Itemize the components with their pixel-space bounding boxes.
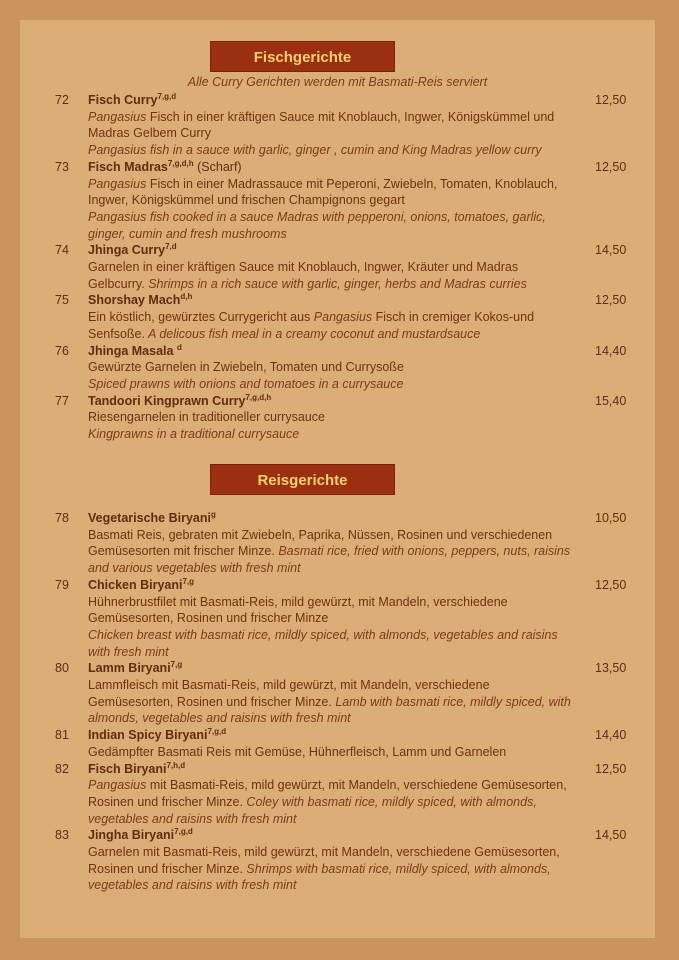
item-number: 74	[55, 243, 69, 258]
item-name: Lamm Biryani	[88, 661, 171, 676]
item-description-de	[88, 527, 573, 577]
item-body	[88, 577, 573, 661]
item-body	[88, 393, 573, 443]
allergen-codes: 7,g	[170, 660, 183, 670]
item-description-en: Lamb with basmati rice, mildly spiced, with almonds, vegetables and raisins with fresh mint	[88, 694, 571, 726]
item-price: 12,50	[595, 577, 627, 592]
allergen-codes: 7,g,d,h	[245, 392, 272, 402]
section-subtitle: Alle Curry Gerichten werden mit Basmati-Reis serviert	[187, 75, 488, 89]
description-text: Basmati Reis, gebraten mit Zwiebeln, Paprika, Nüssen, Rosinen und verschiedenen Gemüsesorten mit frischer Minze.	[88, 527, 553, 559]
description-text: Ein köstlich, gewürztes Currygericht aus	[88, 310, 314, 325]
item-price: 12,50	[595, 159, 627, 174]
menu-item	[20, 660, 655, 727]
item-description-de	[88, 409, 573, 426]
menu-item	[20, 577, 655, 661]
item-description-en: Spiced prawns with onions and tomatoes in a currysauce	[88, 376, 404, 391]
item-number: 83	[55, 828, 69, 843]
item-number: 73	[55, 159, 69, 174]
allergen-codes: 7,g,d	[157, 92, 177, 101]
item-number: 80	[55, 661, 69, 676]
description-text: Riesengarnelen in traditioneller currysauce	[88, 410, 325, 425]
item-body	[88, 827, 573, 894]
item-description-de	[88, 777, 573, 827]
description-text: mit Basmati-Reis, mild gewürzt, mit Mandeln, verschiedene Gemüsesorten, Rosinen und frischer Minze.	[88, 778, 567, 809]
menu-item	[20, 242, 655, 292]
item-name-line	[88, 92, 573, 109]
description-text: Gedämpfter Basmati Reis mit Gemüse, Hühnerfleisch, Lamm und Garnelen	[88, 744, 507, 759]
item-body	[88, 159, 573, 243]
menu-item	[20, 727, 655, 760]
item-description-de	[88, 309, 573, 342]
item-name: Jhinga Masala	[88, 343, 177, 358]
item-description-en: A delicous fish meal in a creamy coconut and mustardsauce	[144, 326, 481, 341]
description-italic: Pangasius	[313, 310, 373, 325]
allergen-codes: 7,g,d,h	[167, 158, 194, 168]
item-price: 14,50	[595, 243, 627, 258]
item-number: 77	[55, 393, 69, 408]
item-price: 13,50	[595, 661, 627, 676]
description-text: Fisch in cremiger Kokos-und Senfsoße.	[88, 310, 535, 341]
item-price: 14,40	[595, 728, 627, 743]
description-text: Garnelen mit Basmati-Reis, mild gewürzt, mit Mandeln, verschiedene Gemüsesorten, Rosinen und frischer Minze.	[88, 845, 560, 876]
item-name: Jhinga Curry	[88, 243, 166, 258]
menu-item	[20, 827, 655, 894]
menu-item	[20, 343, 655, 393]
menu-item	[20, 393, 655, 443]
item-description-de	[88, 844, 573, 894]
item-name-line	[88, 159, 573, 176]
item-number: 72	[55, 93, 69, 107]
item-name: Fisch Curry	[88, 93, 158, 107]
item-price: 15,40	[595, 393, 627, 408]
item-price: 10,50	[595, 511, 627, 525]
item-name-line	[88, 827, 573, 844]
description-text: Hühnerbrustfilet mit Basmati-Reis, mild gewürzt, mit Mandeln, verschiedene Gemüsesorten, Rosinen und frischer Minze	[88, 594, 508, 626]
menu-item	[20, 92, 655, 159]
section-title-fischgerichte: Fischgerichte	[210, 41, 395, 72]
item-description-de	[88, 109, 573, 142]
item-name: Fisch Biryani	[88, 761, 167, 776]
item-number: 81	[55, 728, 69, 743]
item-body	[88, 510, 573, 577]
item-name-line	[88, 343, 573, 360]
allergen-codes: 7,g,d	[207, 727, 227, 737]
description-text: Gewürzte Garnelen in Zwiebeln, Tomaten und Currysoße	[88, 360, 404, 375]
item-number: 78	[55, 511, 69, 525]
menu-item	[20, 292, 655, 342]
item-price: 14,40	[595, 343, 627, 358]
item-body	[88, 343, 573, 393]
item-description-de	[88, 594, 573, 627]
item-name: Shorshay Mach	[88, 293, 181, 308]
section-title-reisgerichte: Reisgerichte	[210, 464, 395, 495]
item-name-line	[88, 292, 573, 309]
item-number: 79	[55, 577, 69, 592]
fisch-menu-list	[20, 92, 655, 443]
allergen-codes: d	[176, 342, 182, 352]
item-description-en: Coley with basmati rice, mildly spiced, with almonds, vegetables and raisins with fresh mint	[88, 794, 537, 826]
item-name-line	[88, 761, 573, 778]
menu-item	[20, 510, 655, 577]
item-name: Chicken Biryani	[88, 577, 183, 592]
description-text: Fisch in einer Madrassauce mit Peperoni, Zwiebeln, Tomaten, Knoblauch, Ingwer, Königskümmel und frischen Champignons gegart	[88, 176, 558, 208]
item-name: Tandoori Kingprawn Curry	[88, 393, 246, 408]
allergen-codes: 7,g	[182, 576, 195, 586]
item-body	[88, 292, 573, 342]
item-price: 14,50	[595, 828, 627, 843]
menu-item	[20, 761, 655, 828]
item-price: 12,50	[595, 93, 627, 107]
item-body	[88, 242, 573, 292]
item-name: Vegetarische Biryani	[88, 511, 211, 525]
item-body	[88, 761, 573, 828]
allergen-codes: 7,h,d	[166, 760, 186, 770]
item-description-de	[88, 359, 573, 376]
allergen-codes: 7,g,d	[174, 827, 193, 837]
item-name: Fisch Madras	[88, 159, 168, 174]
item-description-en: Kingprawns in a traditional currysauce	[88, 427, 300, 442]
item-number: 76	[55, 343, 69, 358]
description-italic: Pangasius	[88, 778, 147, 793]
item-note: (Scharf)	[193, 159, 242, 174]
description-text: Fisch in einer kräftigen Sauce mit Knoblauch, Ingwer, Königskümmel und Madras Gelbem Curry	[88, 109, 555, 141]
allergen-codes: 7,d	[165, 242, 177, 252]
item-description-en: Shrimps with basmati rice, mildly spiced, with almonds, vegetables and raisins with fresh mint	[88, 861, 551, 893]
item-description-de	[88, 259, 573, 292]
item-body	[88, 727, 573, 760]
reis-menu-list	[20, 510, 655, 894]
item-description-en: Shrimps in a rich sauce with garlic, ginger, herbs and Madras curries	[144, 276, 527, 291]
item-description-de	[88, 744, 573, 761]
item-name-line	[88, 660, 573, 677]
item-body	[88, 92, 573, 159]
item-name-line	[88, 242, 573, 259]
allergen-codes: d,h	[180, 292, 193, 302]
item-name-line	[88, 577, 573, 594]
description-italic: Pangasius	[88, 176, 147, 191]
allergen-codes: g	[210, 510, 216, 519]
item-name-line	[88, 510, 573, 527]
menu-item	[20, 159, 655, 243]
description-text: Garnelen in einer kräftigen Sauce mit Knoblauch, Ingwer, Kräuter und Madras Gelbcurry.	[88, 260, 519, 291]
item-description-en: Chicken breast with basmati rice, mildly spiced, with almonds, vegetables and raisins with fresh mint	[88, 627, 558, 659]
item-number: 82	[55, 761, 69, 776]
item-name: Indian Spicy Biryani	[88, 728, 208, 743]
item-description-de	[88, 677, 573, 727]
item-price: 12,50	[595, 761, 627, 776]
description-text: Lammfleisch mit Basmati-Reis, mild gewürzt, mit Mandeln, verschiedene Gemüsesorten, Rosinen und frischer Minze.	[88, 678, 490, 709]
item-body	[88, 660, 573, 727]
description-italic: Pangasius	[88, 109, 147, 124]
item-name-line	[88, 727, 573, 744]
item-description-de	[88, 176, 573, 209]
item-description-en: Basmati rice, fried with onions, peppers, nuts, raisins and various vegetables with fresh mint	[88, 544, 571, 576]
item-description-en: Pangasius fish in a sauce with garlic, ginger , cumin and King Madras yellow curry	[88, 143, 542, 158]
menu-page	[20, 20, 655, 938]
item-name: Jingha Biryani	[88, 828, 175, 843]
item-price: 12,50	[595, 293, 627, 308]
item-number: 75	[55, 293, 69, 308]
item-description-en: Pangasius fish cooked in a sauce Madras with pepperoni, onions, tomatoes, garlic, ginger, cumin and fresh mushrooms	[88, 209, 546, 241]
item-name-line	[88, 393, 573, 410]
